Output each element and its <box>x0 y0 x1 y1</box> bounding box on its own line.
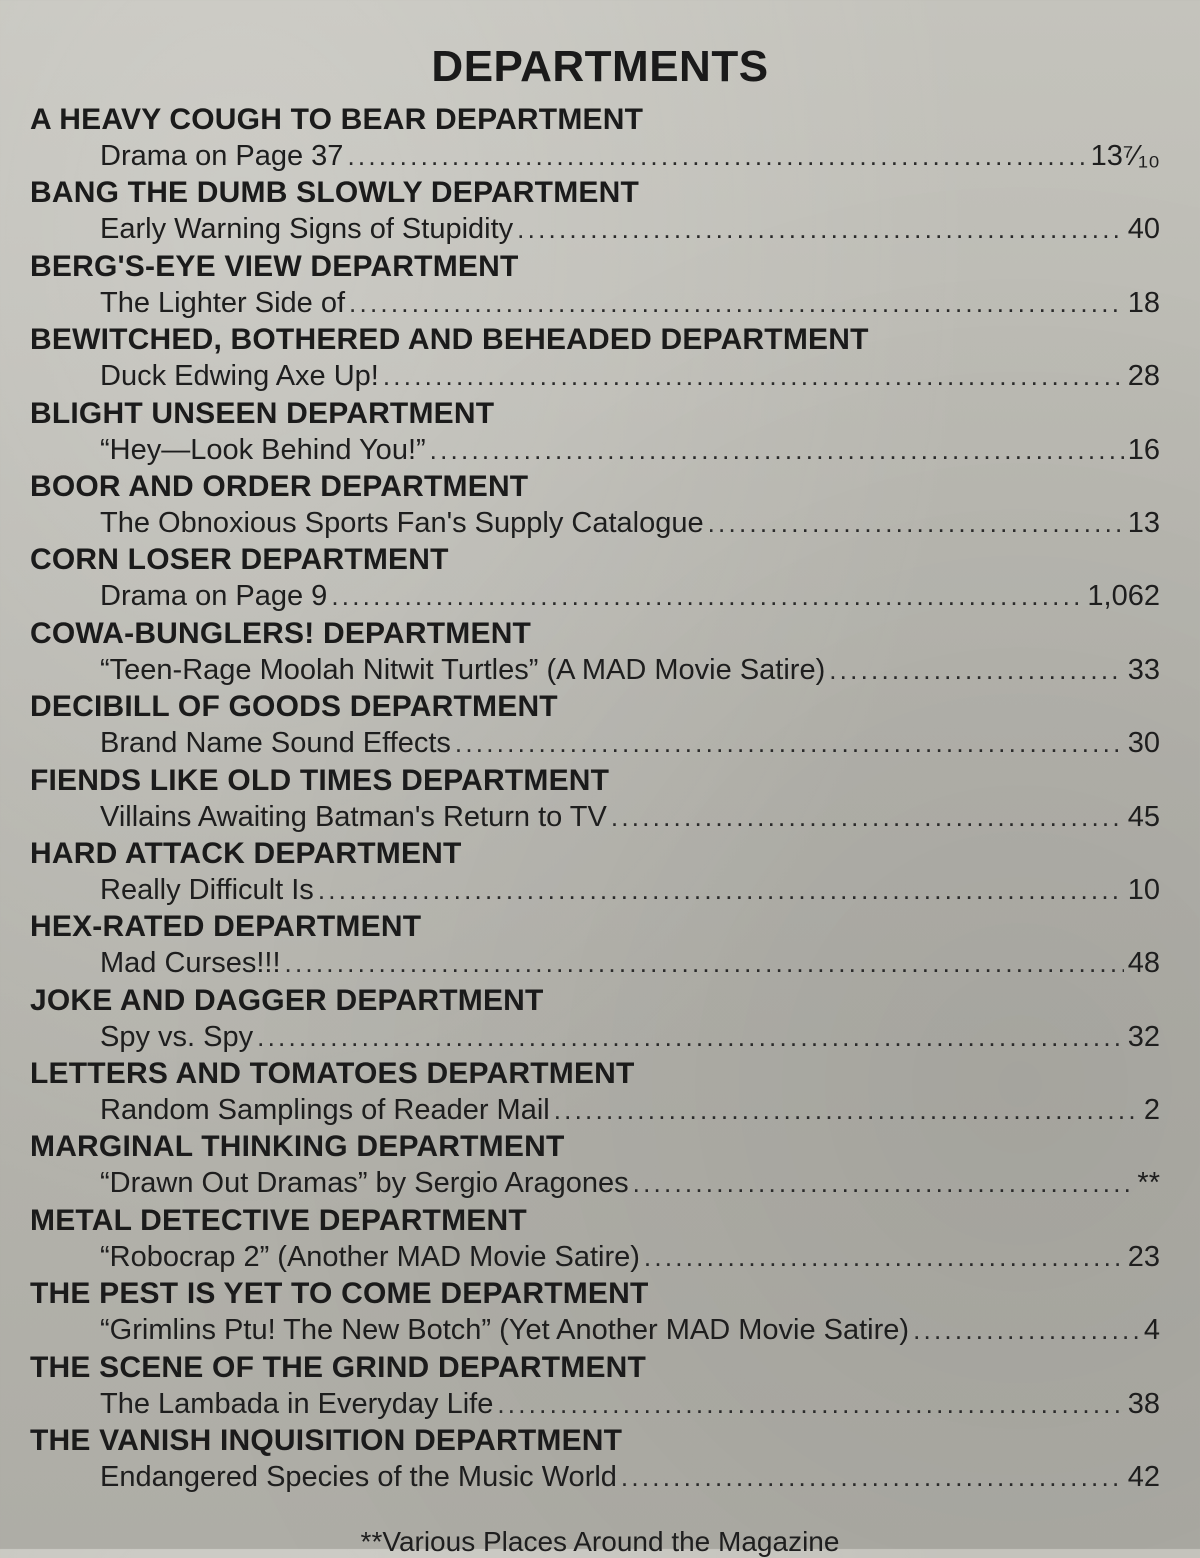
department-name: A HEAVY COUGH TO BEAR DEPARTMENT <box>30 103 644 136</box>
department-entry <box>30 1056 1160 1129</box>
department-entry <box>30 909 1160 982</box>
leader-dots <box>347 138 1086 175</box>
entry-title: Random Samplings of Reader Mail <box>100 1094 550 1127</box>
entry-line <box>30 1239 1160 1276</box>
section-heading-text: DEPARTMENTS <box>431 42 769 91</box>
department-entry <box>30 1423 1160 1496</box>
entry-title: “Robocrap 2” (Another MAD Movie Satire) <box>100 1240 640 1273</box>
page-number: 10 <box>1127 873 1160 906</box>
leader-dots <box>644 1239 1124 1276</box>
entry-line <box>30 138 1160 175</box>
department-name: THE VANISH INQUISITION DEPARTMENT <box>30 1424 623 1458</box>
entry-line <box>30 432 1160 469</box>
entry-line <box>30 211 1160 248</box>
entry-title: Duck Edwing Axe Up! <box>100 360 379 393</box>
leader-dots <box>455 725 1124 762</box>
entry-line <box>30 652 1160 689</box>
entry-title: Endangered Species of the Music World <box>100 1461 617 1494</box>
department-name: COWA-BUNGLERS! DEPARTMENT <box>30 616 532 650</box>
entry-title: Brand Name Sound Effects <box>100 727 451 760</box>
entry-title: The Obnoxious Sports Fan's Supply Catalogue <box>100 506 704 539</box>
department-entry <box>30 616 1160 689</box>
leader-dots <box>829 652 1124 689</box>
page-number: 30 <box>1127 727 1160 760</box>
leader-dots <box>318 872 1124 909</box>
department-name: FIENDS LIKE OLD TIMES DEPARTMENT <box>30 763 610 797</box>
entry-line <box>30 1019 1160 1056</box>
page-number: 13⁷⁄₁₀ <box>1090 140 1160 172</box>
department-entry <box>30 1276 1160 1349</box>
department-name: THE SCENE OF THE GRIND DEPARTMENT <box>30 1350 647 1384</box>
page-number: 33 <box>1127 653 1160 686</box>
page-number: 42 <box>1127 1461 1160 1494</box>
entry-line <box>30 578 1160 615</box>
entry-line <box>30 1165 1160 1202</box>
leader-dots <box>554 1092 1140 1129</box>
department-name: BLIGHT UNSEEN DEPARTMENT <box>30 396 495 430</box>
entry-line <box>30 1312 1160 1349</box>
entry-title: Villains Awaiting Batman's Return to TV <box>100 800 607 833</box>
leader-dots <box>285 945 1124 982</box>
page-number: 40 <box>1127 213 1160 246</box>
page-number: 18 <box>1127 286 1160 319</box>
leader-dots <box>633 1165 1134 1202</box>
entry-line <box>30 1386 1160 1423</box>
departments-list <box>30 102 1160 1496</box>
department-name: JOKE AND DAGGER DEPARTMENT <box>30 983 544 1017</box>
department-entry <box>30 763 1160 836</box>
department-name: BERG'S-EYE VIEW DEPARTMENT <box>30 249 519 283</box>
entry-title: “Grimlins Ptu! The New Botch” (Yet Another MAD Movie Satire) <box>100 1314 910 1347</box>
department-name: HARD ATTACK DEPARTMENT <box>30 836 462 870</box>
entry-title: Drama on Page 37 <box>100 140 344 172</box>
entry-line <box>30 799 1160 836</box>
leader-dots <box>517 211 1124 248</box>
department-name: LETTERS AND TOMATOES DEPARTMENT <box>30 1057 635 1091</box>
leader-dots <box>913 1312 1140 1349</box>
entry-title: Mad Curses!!! <box>100 947 281 980</box>
department-name: CORN LOSER DEPARTMENT <box>30 543 449 577</box>
leader-dots <box>708 505 1124 542</box>
entry-title: Drama on Page 9 <box>100 580 328 613</box>
entry-line <box>30 285 1160 322</box>
leader-dots <box>331 578 1083 615</box>
page-number: 45 <box>1127 800 1160 833</box>
page-number: 23 <box>1127 1240 1160 1273</box>
department-name: MARGINAL THINKING DEPARTMENT <box>30 1130 565 1164</box>
entry-line <box>30 358 1160 395</box>
department-entry <box>30 1203 1160 1276</box>
department-entry <box>30 469 1160 542</box>
entry-line <box>30 1092 1160 1129</box>
entry-title: The Lambada in Everyday Life <box>100 1387 494 1420</box>
department-name: BEWITCHED, BOTHERED AND BEHEADED DEPARTMENT <box>30 323 869 357</box>
department-name: BANG THE DUMB SLOWLY DEPARTMENT <box>30 176 639 210</box>
department-entry <box>30 396 1160 469</box>
department-name: METAL DETECTIVE DEPARTMENT <box>30 1203 527 1237</box>
leader-dots <box>611 799 1124 836</box>
entry-line <box>30 872 1160 909</box>
entry-title: Really Difficult Is <box>100 873 314 906</box>
department-name: THE PEST IS YET TO COME DEPARTMENT <box>30 1277 649 1311</box>
department-entry <box>30 322 1160 395</box>
leader-dots <box>497 1386 1123 1423</box>
section-heading <box>0 42 1200 92</box>
department-entry <box>30 249 1160 322</box>
department-entry <box>30 175 1160 248</box>
entry-title: Early Warning Signs of Stupidity <box>100 213 514 246</box>
department-name: HEX-RATED DEPARTMENT <box>30 910 422 944</box>
footnote: **Various Places Around the Magazine <box>360 1526 840 1557</box>
page-number: 32 <box>1127 1020 1160 1053</box>
page-number: ** <box>1137 1167 1160 1200</box>
leader-dots <box>349 285 1124 322</box>
entry-line <box>30 1459 1160 1496</box>
entry-line <box>30 725 1160 762</box>
entry-title: Spy vs. Spy <box>100 1020 254 1053</box>
page-number: 38 <box>1127 1387 1160 1420</box>
leader-dots <box>621 1459 1124 1496</box>
entry-title: “Hey—Look Behind You!” <box>100 433 426 466</box>
entry-line <box>30 945 1160 982</box>
page-number: 1,062 <box>1087 580 1160 613</box>
page-number: 16 <box>1127 433 1160 466</box>
department-name: BOOR AND ORDER DEPARTMENT <box>30 469 529 503</box>
department-entry <box>30 102 1160 175</box>
entry-title: The Lighter Side of <box>100 286 346 319</box>
page-number: 2 <box>1143 1094 1160 1127</box>
leader-dots <box>430 432 1124 469</box>
department-entry <box>30 542 1160 615</box>
page-number: 13 <box>1127 506 1160 539</box>
entry-line <box>30 505 1160 542</box>
leader-dots <box>383 358 1124 395</box>
department-entry <box>30 1350 1160 1423</box>
entry-title: “Teen-Rage Moolah Nitwit Turtles” (A MAD Movie Satire) <box>100 653 826 686</box>
department-entry <box>30 983 1160 1056</box>
leader-dots <box>257 1019 1124 1056</box>
entry-title: “Drawn Out Dramas” by Sergio Aragones <box>100 1167 629 1200</box>
department-entry <box>30 1129 1160 1202</box>
department-entry <box>30 836 1160 909</box>
page-number: 28 <box>1127 360 1160 393</box>
page-number: 4 <box>1143 1314 1160 1347</box>
page-number: 48 <box>1127 947 1160 980</box>
department-entry <box>30 689 1160 762</box>
department-name: DECIBILL OF GOODS DEPARTMENT <box>30 690 558 724</box>
